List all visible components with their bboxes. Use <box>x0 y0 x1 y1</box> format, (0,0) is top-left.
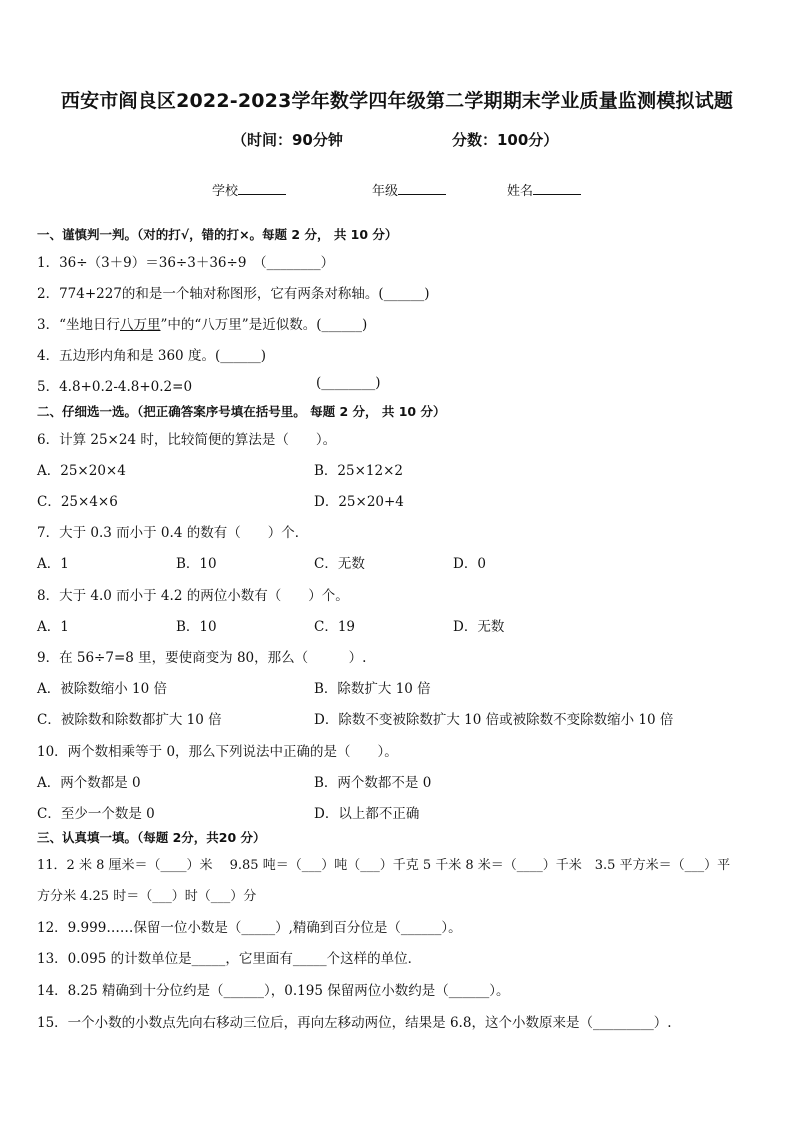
school-label: 学校 <box>212 184 239 199</box>
question-6: 6．计算 25×24 时，比较简便的算法是（ ）。 <box>37 432 337 448</box>
question-3 <box>37 313 367 333</box>
name-blank[interactable] <box>533 180 581 195</box>
question-7: 7．大于 0.3 而小于 0.4 的数有（ ）个． <box>37 525 309 541</box>
question-5-answer-blank: (________) <box>316 375 381 391</box>
name-field[interactable] <box>507 180 581 199</box>
question-10-option-d: D．以上都不正确 <box>314 806 420 822</box>
question-4: 4．五边形内角和是 360 度。(______) <box>37 348 266 364</box>
question-9-option-b: B．除数扩大 10 倍 <box>314 681 431 697</box>
question-7-option-b: B．10 <box>176 556 217 572</box>
grade-label: 年级 <box>372 184 399 199</box>
question-8-option-c: C．19 <box>314 619 356 635</box>
question-6-option-d: D．25×20+4 <box>314 494 404 510</box>
question-11-line-2: 方分米 4.25 时＝（___）时（___）分 <box>37 889 257 904</box>
question-6-option-b: B．25×12×2 <box>314 463 403 479</box>
school-field[interactable] <box>212 180 286 199</box>
exam-score: 分数：100分） <box>452 131 559 149</box>
grade-field[interactable] <box>372 180 446 199</box>
name-label: 姓名 <box>507 184 534 199</box>
page-title: 西安市阎良区2022-2023学年数学四年级第二学期期末学业质量监测模拟试题 <box>60 90 734 112</box>
question-7-option-a: A．1 <box>37 556 69 572</box>
question-3-underlined: 八万里 <box>120 317 161 333</box>
grade-blank[interactable] <box>398 180 446 195</box>
question-13: 13．0.095 的计数单位是_____，它里面有_____个这样的单位． <box>37 951 422 967</box>
question-10-option-a: A．两个数都是 0 <box>37 775 141 791</box>
question-3-post: ”中的“八万里”是近似数。(______) <box>160 317 368 333</box>
section-2-heading: 二、仔细选一选。（把正确答案序号填在括号里。 每题 2 分， 共 10 分） <box>37 404 446 419</box>
question-11-line-1: 11．2 米 8 厘米＝（____）米 9.85 吨＝（___）吨（___）千克 5 千米 8 米＝（____）千米 3.5 平方米＝（___）平 <box>37 858 731 873</box>
question-5: 5．4.8+0.2-4.8+0.2=0 <box>37 379 193 395</box>
question-3-pre: 3．“坐地日行 <box>37 317 120 333</box>
question-2: 2．774+227的和是一个轴对称图形，它有两条对称轴。(______) <box>37 286 430 302</box>
question-9-option-d: D．除数不变被除数扩大 10 倍或被除数不变除数缩小 10 倍 <box>314 712 674 728</box>
question-12: 12．9.999……保留一位小数是（_____）,精确到百分位是（______）。 <box>37 920 462 936</box>
question-6-option-c: C．25×4×6 <box>37 494 118 510</box>
question-8-option-d: D．无数 <box>453 619 505 635</box>
exam-time: （时间：90分钟 <box>232 131 343 149</box>
question-9-option-a: A．被除数缩小 10 倍 <box>37 681 168 697</box>
school-blank[interactable] <box>238 180 286 195</box>
question-7-option-c: C．无数 <box>314 556 365 572</box>
question-9: 9．在 56÷7=8 里，要使商变为 80，那么（ ）. <box>37 650 367 666</box>
question-10: 10．两个数相乘等于 0，那么下列说法中正确的是（ ）。 <box>37 744 398 760</box>
question-10-option-b: B．两个数都不是 0 <box>314 775 432 791</box>
question-10-option-c: C．至少一个数是 0 <box>37 806 155 822</box>
question-9-option-c: C．被除数和除数都扩大 10 倍 <box>37 712 222 728</box>
question-1: 1．36÷（3＋9）＝36÷3＋36÷9 （________） <box>37 255 335 271</box>
question-8-option-b: B．10 <box>176 619 217 635</box>
question-15: 15．一个小数的小数点先向右移动三位后，再向左移动两位，结果是 6.8，这个小数原来是（_________）. <box>37 1015 672 1031</box>
section-1-heading: 一、谨慎判一判。（对的打√，错的打×。每题 2 分， 共 10 分） <box>37 227 398 242</box>
question-7-option-d: D．0 <box>453 556 486 572</box>
question-6-option-a: A．25×20×4 <box>37 463 126 479</box>
question-14: 14．8.25 精确到十分位约是（______），0.195 保留两位小数约是（______）。 <box>37 983 510 999</box>
question-8-option-a: A．1 <box>37 619 69 635</box>
question-8: 8．大于 4.0 而小于 4.2 的两位小数有（ ）个。 <box>37 588 349 604</box>
section-3-heading: 三、认真填一填。（每题 2分，共20 分） <box>37 830 266 845</box>
